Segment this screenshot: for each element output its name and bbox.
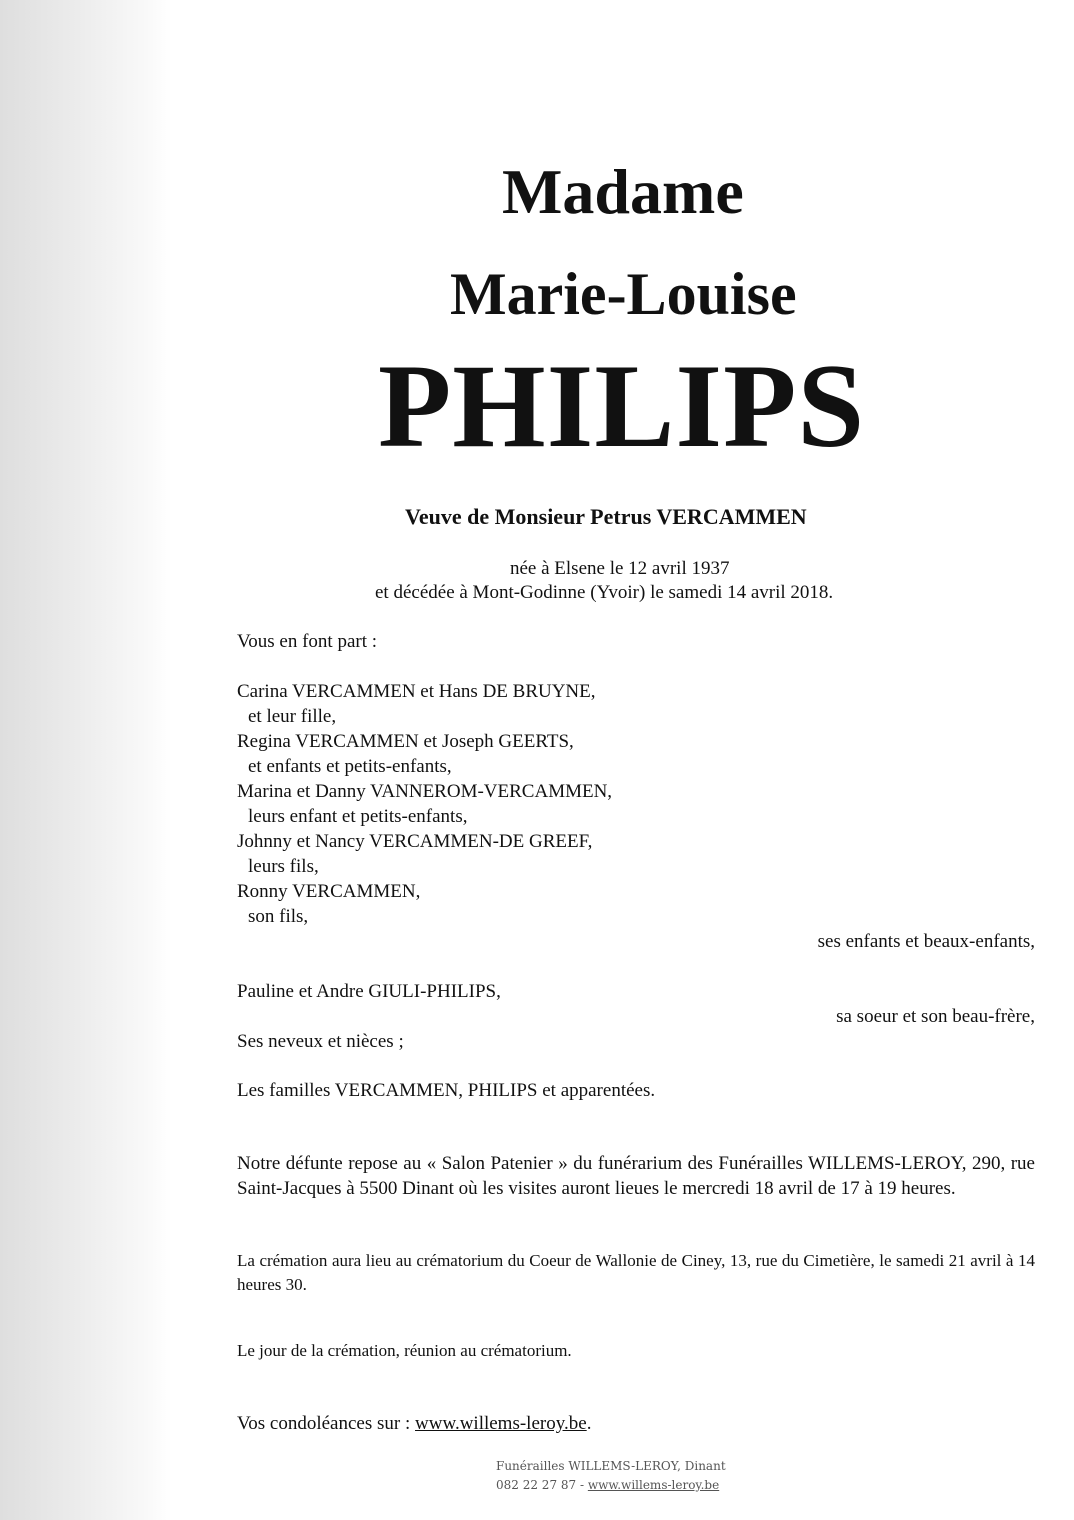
sister-line: Pauline et Andre GIULI-PHILIPS, (237, 981, 501, 1002)
repose-paragraph: Notre défunte repose au « Salon Patenier » du funérarium des Funérailles WILLEMS-LEROY, 290, rue Saint-Jacques à 5500 Dinant où les visites auront lieues le mercredi 18 avril de 17 à 19 heures. (237, 1153, 1035, 1199)
nephews-line: Ses neveux et nièces ; (237, 1031, 404, 1052)
cremation-paragraph: La crémation aura lieu au crématorium du Coeur de Wallonie de Ciney, 13, rue du Cimetière, le samedi 21 avril à 14 heures 30. (237, 1251, 1035, 1294)
family-line: son fils, (248, 906, 309, 927)
condolences-link[interactable]: www.willems-leroy.be (415, 1413, 587, 1434)
first-name-heading: Marie-Louise (450, 261, 797, 327)
last-name-heading: PHILIPS (378, 339, 866, 472)
salutation-heading: Madame (502, 156, 744, 227)
family-line: leurs enfant et petits-enfants, (248, 806, 468, 827)
intro-line: Vous en font part : (237, 631, 378, 652)
left-shade (0, 0, 172, 1520)
families-line: Les familles VERCAMMEN, PHILIPS et apparentées. (237, 1080, 656, 1101)
condolences-line (237, 1411, 591, 1436)
family-line: Johnny et Nancy VERCAMMEN-DE GREEF, (237, 831, 593, 852)
footer-phone: 082 22 27 87 - (496, 1478, 588, 1492)
family-line: Ronny VERCAMMEN, (237, 881, 421, 902)
death-line: et décédée à Mont-Godinne (Yvoir) le samedi 14 avril 2018. (375, 582, 834, 603)
family-line: et leur fille, (248, 706, 337, 727)
birth-line: née à Elsene le 12 avril 1937 (510, 558, 730, 579)
widow-line: Veuve de Monsieur Petrus VERCAMMEN (405, 504, 807, 529)
children-role: ses enfants et beaux-enfants, (817, 931, 1035, 952)
footer-company: Funérailles WILLEMS-LEROY, Dinant (496, 1459, 726, 1473)
family-line: leurs fils, (248, 856, 319, 877)
family-line: et enfants et petits-enfants, (248, 756, 452, 777)
sister-role: sa soeur et son beau-frère, (836, 1006, 1035, 1027)
reunion-line: Le jour de la crémation, réunion au crématorium. (237, 1341, 572, 1360)
family-line: Regina VERCAMMEN et Joseph GEERTS, (237, 731, 574, 752)
footer-link[interactable]: www.willems-leroy.be (587, 1478, 720, 1492)
family-line: Marina et Danny VANNEROM-VERCAMMEN, (237, 781, 613, 802)
footer-contact (496, 1476, 719, 1494)
condolences-suffix: . (586, 1413, 592, 1434)
family-line: Carina VERCAMMEN et Hans DE BRUYNE, (237, 681, 596, 702)
condolences-prefix: Vos condoléances sur : (237, 1413, 416, 1434)
